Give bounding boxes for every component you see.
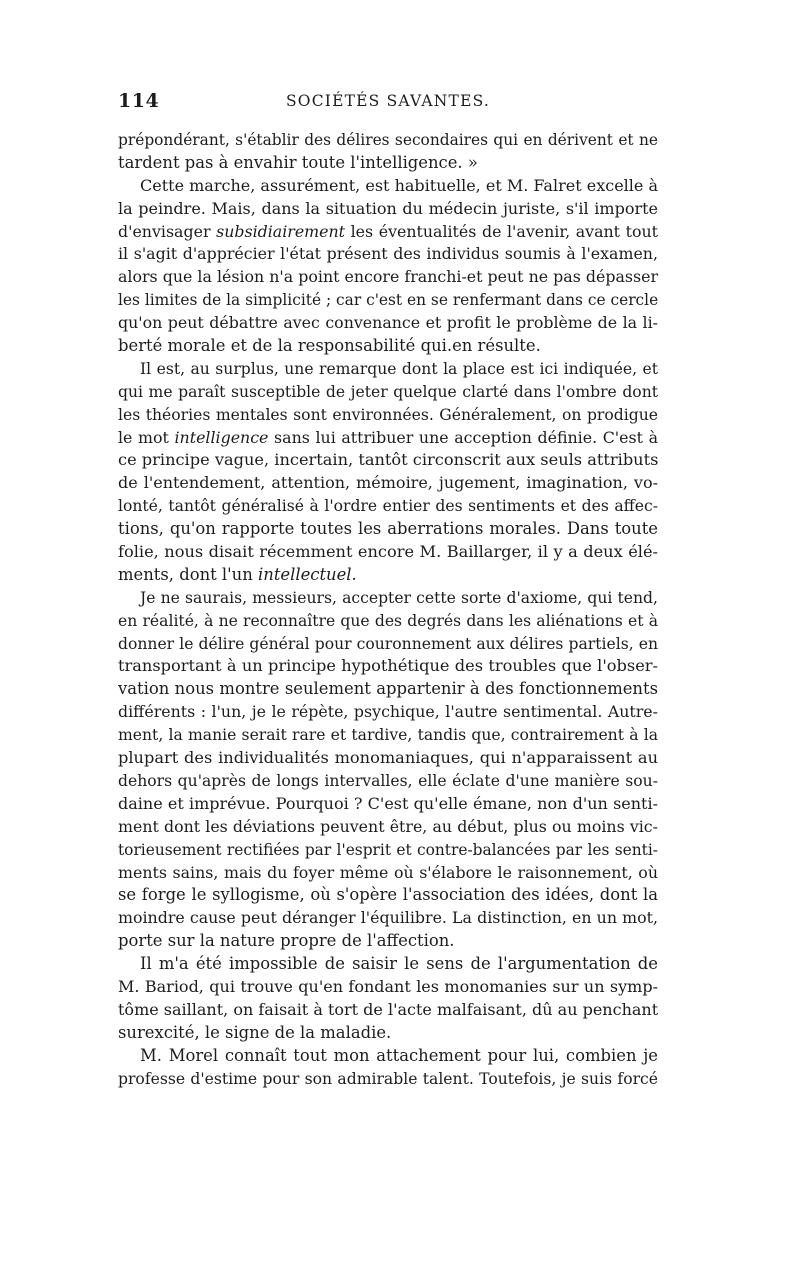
text-segment: ments sains, mais du foyer même où s'élabore le raisonnement, où [118,862,658,882]
text-segment: de l'entendement, attention, mémoire, jugement, imagination, vo- [118,473,658,493]
text-segment: daine et imprévue. Pourquoi ? C'est qu'elle émane, non d'un senti- [118,793,658,813]
text-segment: il s'agit d'apprécier l'état présent des individus soumis à l'examen, [118,244,658,264]
text-segment: torieusement rectifiées par l'esprit et contre-balancées par les senti- [118,840,658,859]
text-segment: Cette marche, assurément, est habituelle, et M. Falret excelle à [140,175,658,195]
text-line [118,976,658,999]
text-segment: donner le délire général pour couronnement aux délires partiels, en [118,634,658,653]
text-line [118,953,658,976]
text-segment: M. Bariod, qui trouve qu'en fondant les monomanies sur un symp- [118,976,658,996]
running-head: SOCIÉTÉS SAVANTES. [285,92,490,110]
text-line [118,1068,658,1091]
text-line [118,266,658,289]
text-segment: se forge le syllogisme, où s'opère l'association des idées, dont la [118,885,658,905]
text-segment: plupart des individualités monomaniaques, qui n'apparaissent au [118,748,658,768]
text-segment: tardent pas à envahir toute l'intelligence. » [118,152,478,172]
text-line [118,839,658,862]
text-line [118,381,658,404]
text-line [118,884,658,907]
text-line [118,541,658,564]
text-segment: berté morale et de la responsabilité qui.en résulte. [118,336,541,356]
text-segment: la peindre. Mais, dans la situation du médecin juriste, s'il importe [118,198,658,218]
text-line [118,518,658,541]
text-line [118,495,658,518]
italic-text: intellectuel. [258,564,357,584]
text-line [118,312,658,335]
text-segment: Il est, au surplus, une remarque dont la place est ici indiquée, et [140,359,658,378]
text-segment: M. Morel connaît tout mon attachement pour lui, combien je [140,1045,658,1065]
text-segment: les éventualités de l'avenir, avant tout [345,221,658,241]
text-segment: d'envisager [118,221,217,241]
text-segment: les limites de la simplicité ; car c'est en se renfermant dans ce cercle [118,291,659,310]
text-segment: le mot [118,427,175,447]
text-segment: professe d'estime pour son admirable talent. Toutefois, je suis forcé [118,1069,658,1088]
text-line [118,770,658,793]
text-line [118,358,658,381]
text-segment: moindre cause peut déranger l'équilibre. La distinction, en un mot, [118,908,658,928]
text-segment: ce principe vague, incertain, tantôt circonscrit aux seuls attributs [118,450,659,470]
text-line [118,701,658,724]
text-segment: prépondérant, s'établir des délires secondaires qui en dérivent et ne [118,131,658,149]
text-segment: Je ne saurais, messieurs, accepter cette sorte d'axiome, qui tend, [140,588,658,607]
text-segment: folie, nous disait récemment encore M. Baillarger, il y a deux élé- [118,542,658,562]
text-segment: dehors qu'après de longs intervalles, elle éclate d'une manière sou- [118,771,658,790]
text-line [118,610,658,633]
text-segment: ment dont les déviations peuvent être, au début, plus ou moins vic- [118,816,658,836]
text-line [118,221,658,244]
page-number: 114 [118,90,160,112]
text-segment: en réalité, à ne reconnaître que des degrés dans les aliénations et à [118,611,658,630]
text-segment: ments, dont l'un [118,564,259,584]
text-line [118,816,658,839]
text-segment: alors que la lésion n'a point encore franchi-et peut ne pas dépasser [118,267,658,287]
text-segment: transportant à un principe hypothétique des troubles que l'obser- [118,656,658,676]
italic-text: intelligence [174,427,269,447]
text-line [118,587,658,610]
text-line [118,472,658,495]
text-line [118,655,658,678]
text-line [118,449,658,472]
text-segment: qu'on peut débattre avec convenance et profit le problème de la li- [118,313,658,333]
page-header [118,90,658,120]
text-line [118,930,658,953]
text-line [118,427,658,450]
text-segment: sans lui attribuer une acception définie. C'est à [268,427,658,447]
text-line [118,862,658,885]
text-segment: lonté, tantôt généralisé à l'ordre entier des sentiments et des affec- [118,497,658,516]
text-line [118,1022,658,1045]
text-segment: qui me paraît susceptible de jeter quelque clarté dans l'ombre dont [118,382,658,401]
text-segment: les théories mentales sont environnées. Généralement, on prodigue [118,405,658,424]
text-line [118,1045,658,1068]
text-segment: différents : l'un, je le répète, psychique, l'autre sentimental. Autre- [118,702,658,722]
text-line [118,198,658,221]
text-line [118,289,658,312]
text-line [118,793,658,816]
text-line [118,999,658,1022]
text-line [118,747,658,770]
text-line [118,678,658,701]
text-line [118,633,658,656]
text-segment: vation nous montre seulement appartenir à des fonctionnements [118,679,658,699]
text-segment: surexcité, le signe de la maladie. [118,1022,392,1042]
text-line [118,724,658,747]
text-segment: porte sur la nature propre de l'affection. [118,931,455,951]
text-line [118,404,658,427]
body-text [118,129,658,1090]
text-segment: ment, la manie serait rare et tardive, tandis que, contrairement à la [118,726,658,745]
text-line [118,335,658,358]
text-line [118,907,658,930]
text-line [118,175,658,198]
text-segment: tôme saillant, on faisait à tort de l'acte malfaisant, dû au penchant [118,999,659,1019]
italic-text: subsidiairement [216,221,346,241]
text-segment: tions, qu'on rapporte toutes les aberrations morales. Dans toute [118,519,658,539]
text-segment: Il m'a été impossible de saisir le sens de l'argumentation de [140,954,658,974]
text-line [118,243,658,266]
text-line [118,152,658,175]
text-line [118,564,658,587]
text-line [118,129,658,152]
